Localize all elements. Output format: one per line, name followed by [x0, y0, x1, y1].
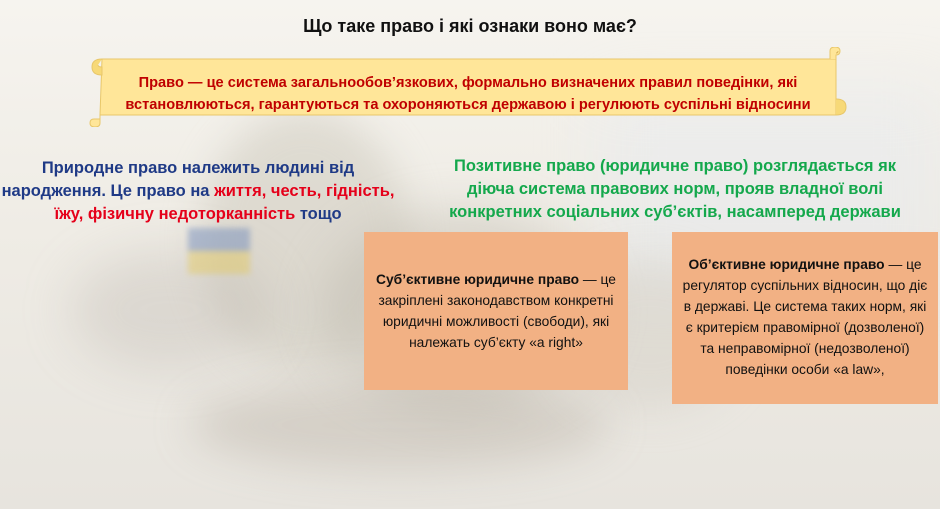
natural-law-part1: Природне право належить людині від народження. Це право на: [1, 159, 355, 200]
objective-law-text: — це регулятор суспільних відносин, що діє в державі. Це система таких норм, які є критерієм правомірної (дозволеної) та неправомірної (недозволеної) поведінки особи «a law»,: [682, 257, 928, 377]
natural-law-highlight: життя, честь, гідність, їжу, фізичну недоторканність: [54, 182, 395, 223]
subjective-law-box: [364, 232, 628, 390]
subjective-law-text: — це закріплені законодавством конкретні юридичні можливості (свободи), які належать суб’єкту «a right»: [378, 272, 616, 350]
positive-law-text: Позитивне право (юридичне право) розглядається як діюча система правових норм, прояв владної волі конкретних соціальних суб’єктів, насамперед держави: [449, 157, 901, 221]
natural-law-text: [0, 157, 396, 226]
objective-law-term: Об’єктивне юридичне право: [688, 257, 885, 272]
subjective-law-term: Суб’єктивне юридичне право: [376, 272, 580, 287]
natural-law-part2: тощо: [295, 205, 342, 223]
law-definition: Право — це система загальнообов’язкових, формально визначених правил поведінки, які встановлюються, гарантуються та охороняються державою і регулюють суспільні відносини: [125, 75, 811, 113]
flag-image: [188, 228, 250, 274]
definition-scroll: [88, 47, 848, 127]
objective-law-box: [672, 232, 938, 404]
slide-title: Що таке право і які ознаки воно має?: [303, 16, 637, 36]
